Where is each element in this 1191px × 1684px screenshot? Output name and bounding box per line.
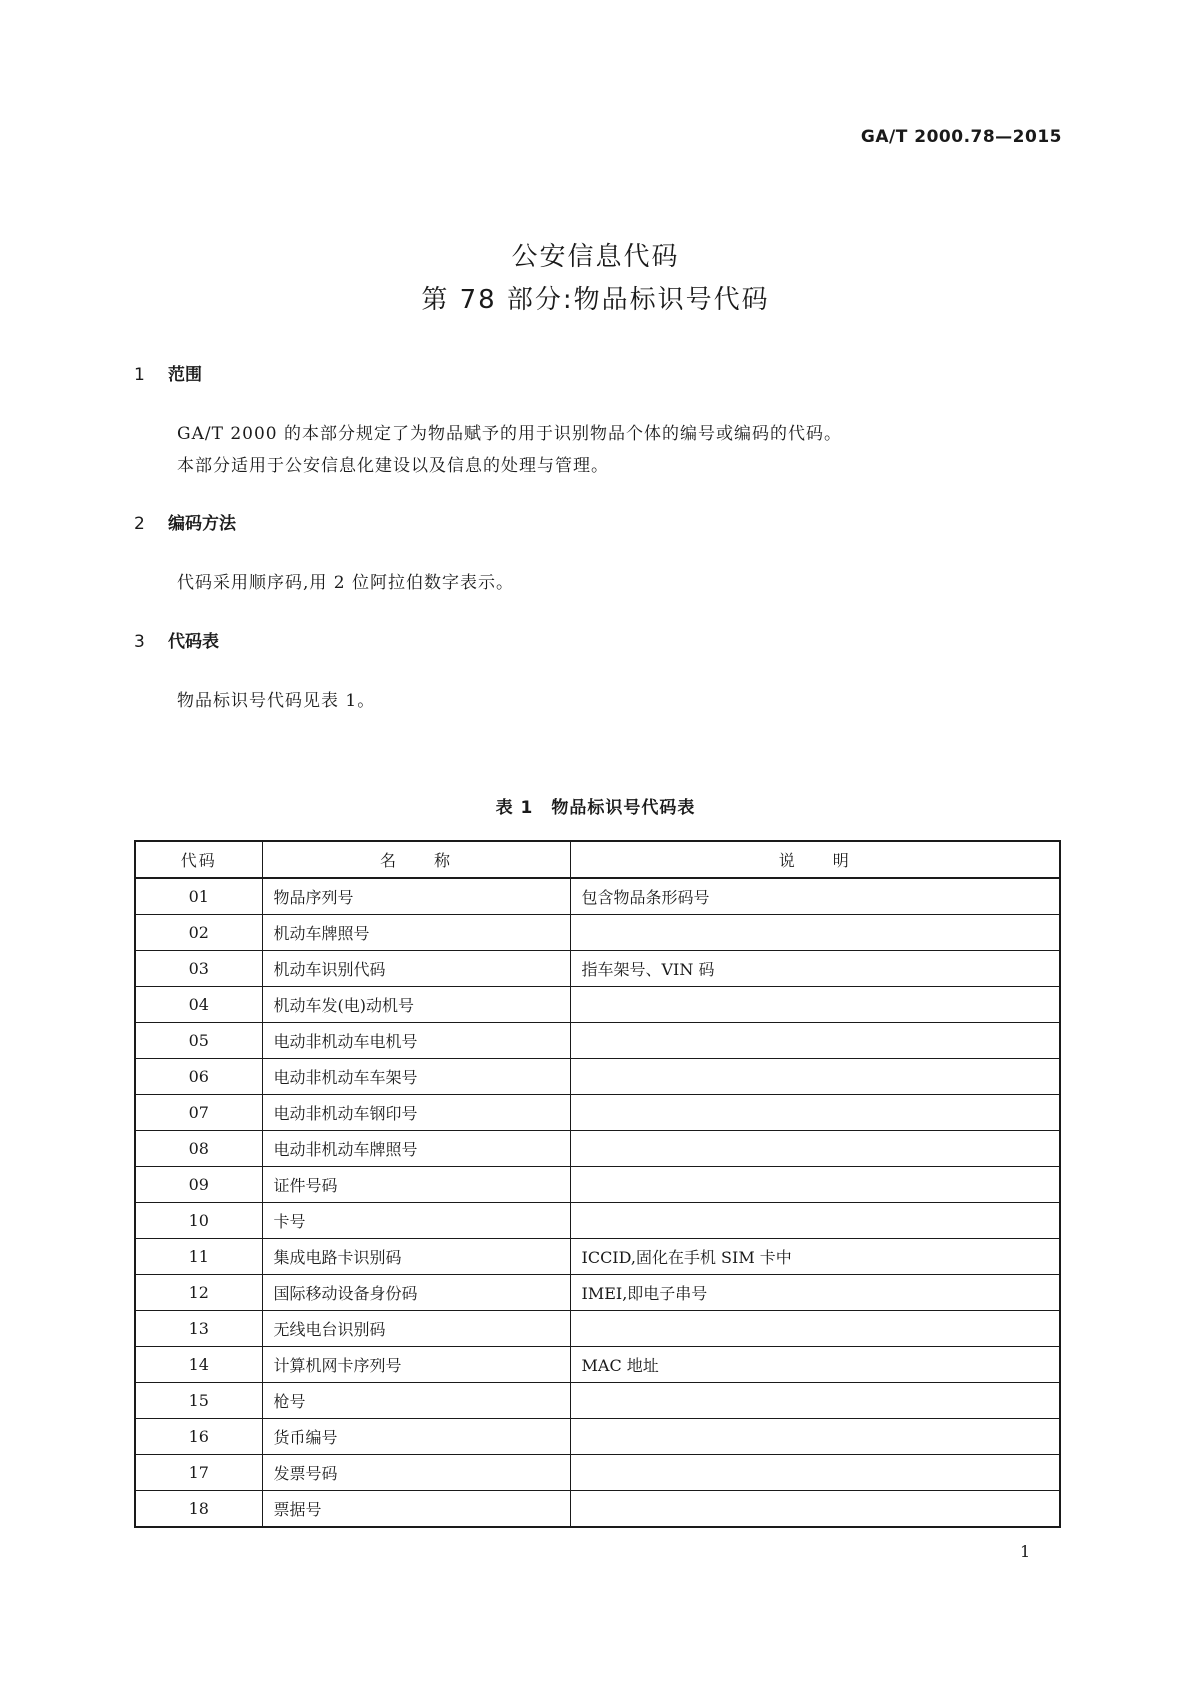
cell-name: 电动非机动车车架号 [262,1059,570,1095]
cell-name: 机动车发(电)动机号 [262,987,570,1023]
cell-description: 指车架号、VIN 码 [570,951,1060,987]
cell-description [570,1311,1060,1347]
table-row [135,1023,1060,1059]
cell-description: ICCID,固化在手机 SIM 卡中 [570,1239,1060,1275]
cell-description [570,1383,1060,1419]
section-heading-code-table [134,627,219,652]
table-row [135,1131,1060,1167]
cell-name: 票据号 [262,1491,570,1528]
cell-code: 09 [135,1167,262,1203]
cell-name: 电动非机动车钢印号 [262,1095,570,1131]
cell-description [570,1491,1060,1528]
cell-name: 物品序列号 [262,878,570,915]
cell-name: 国际移动设备身份码 [262,1275,570,1311]
table-row [135,1455,1060,1491]
column-header-description: 说 明 [570,841,1060,878]
table-row [135,1239,1060,1275]
section-title: 编码方法 [168,514,236,534]
table-row [135,1059,1060,1095]
cell-name: 枪号 [262,1383,570,1419]
cell-description [570,1059,1060,1095]
section-title: 代码表 [168,632,219,652]
cell-code: 14 [135,1347,262,1383]
cell-name: 电动非机动车电机号 [262,1023,570,1059]
table-row [135,1095,1060,1131]
cell-name: 卡号 [262,1203,570,1239]
paragraph: GA/T 2000 的本部分规定了为物品赋予的用于识别物品个体的编号或编码的代码。 [177,424,842,444]
cell-description: MAC 地址 [570,1347,1060,1383]
table-row [135,951,1060,987]
column-header-code: 代码 [135,841,262,878]
table-row [135,1347,1060,1383]
cell-code: 13 [135,1311,262,1347]
cell-description [570,1095,1060,1131]
cell-description [570,1455,1060,1491]
cell-name: 证件号码 [262,1167,570,1203]
table-row [135,878,1060,915]
cell-description: 包含物品条形码号 [570,878,1060,915]
table-row [135,1491,1060,1528]
table-row [135,1383,1060,1419]
table-row [135,1419,1060,1455]
cell-name: 计算机网卡序列号 [262,1347,570,1383]
cell-description [570,1203,1060,1239]
cell-description: IMEI,即电子串号 [570,1275,1060,1311]
section-heading-coding-method [134,509,236,534]
section-number: 3 [134,632,145,652]
cell-code: 17 [135,1455,262,1491]
document-code: GA/T 2000.78—2015 [860,127,1062,147]
cell-description [570,1167,1060,1203]
cell-code: 03 [135,951,262,987]
table-row [135,1167,1060,1203]
cell-description [570,987,1060,1023]
cell-name: 无线电台识别码 [262,1311,570,1347]
cell-code: 07 [135,1095,262,1131]
cell-code: 06 [135,1059,262,1095]
cell-name: 货币编号 [262,1419,570,1455]
column-header-name: 名 称 [262,841,570,878]
cell-description [570,1419,1060,1455]
cell-code: 16 [135,1419,262,1455]
table-header-row [135,841,1060,878]
table-row [135,1275,1060,1311]
cell-description [570,915,1060,951]
paragraph: 物品标识号代码见表 1。 [177,691,376,711]
paragraph: 代码采用顺序码,用 2 位阿拉伯数字表示。 [177,573,515,593]
cell-code: 11 [135,1239,262,1275]
cell-code: 05 [135,1023,262,1059]
document-title: 公安信息代码 [511,242,680,272]
table-row [135,1203,1060,1239]
cell-code: 15 [135,1383,262,1419]
cell-description [570,1131,1060,1167]
document-subtitle: 第 78 部分:物品标识号代码 [421,285,770,315]
section-number: 1 [134,365,145,385]
cell-code: 01 [135,878,262,915]
cell-name: 集成电路卡识别码 [262,1239,570,1275]
cell-code: 10 [135,1203,262,1239]
cell-code: 08 [135,1131,262,1167]
cell-code: 02 [135,915,262,951]
section-number: 2 [134,514,145,534]
cell-name: 机动车牌照号 [262,915,570,951]
table-row [135,987,1060,1023]
cell-name: 机动车识别代码 [262,951,570,987]
section-heading-scope [134,360,202,385]
cell-name: 发票号码 [262,1455,570,1491]
cell-description [570,1023,1060,1059]
table-row [135,1311,1060,1347]
cell-code: 18 [135,1491,262,1528]
cell-code: 12 [135,1275,262,1311]
section-title: 范围 [168,365,202,385]
cell-name: 电动非机动车牌照号 [262,1131,570,1167]
paragraph: 本部分适用于公安信息化建设以及信息的处理与管理。 [177,456,609,476]
page-number: 1 [1020,1542,1031,1561]
table-caption: 表 1 物品标识号代码表 [495,798,696,818]
cell-code: 04 [135,987,262,1023]
table-row [135,915,1060,951]
code-table [134,840,1061,1528]
